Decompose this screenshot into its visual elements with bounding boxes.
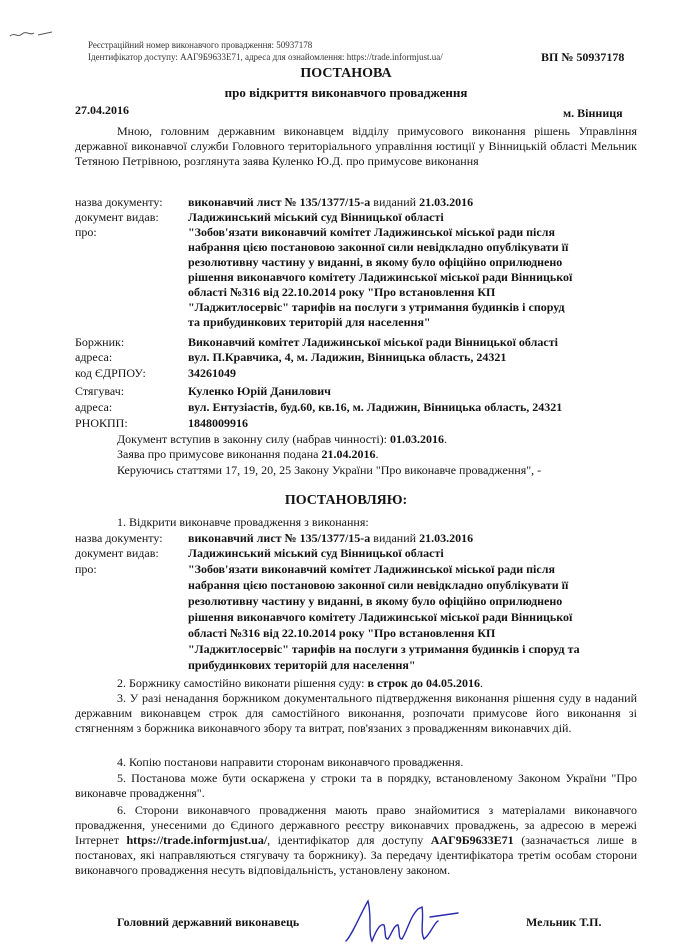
about-line-6: "Ладжитлосервіс" тарифів на послуги з утримання будинків і споруд bbox=[188, 300, 565, 314]
signer-name: Мельник Т.П. bbox=[526, 915, 602, 929]
about2-line-7: прибудинкових територій для населення" bbox=[188, 658, 416, 672]
about-line-4: рішення виконавчого комітету Ладижинської міської ради Вінницької bbox=[188, 270, 573, 284]
debtor-label: Боржник: bbox=[75, 335, 125, 349]
issued-by-value-2: Ладижинський міський суд Вінницької області bbox=[188, 546, 444, 560]
about-line-5: області №316 від 22.10.2014 року "Про встановлення КП bbox=[188, 285, 496, 299]
about-line-3: резолютивну частину у виданні, в якому було офіційно оприлюднено bbox=[188, 255, 563, 269]
issued-by-label: документ видав: bbox=[75, 210, 159, 224]
document-title: ПОСТАНОВА bbox=[300, 66, 392, 81]
about2-line-3: резолютивну частину у виданні, в якому було офіційно оприлюднено bbox=[188, 594, 563, 608]
edrpou-label: код ЄДРПОУ: bbox=[75, 366, 146, 380]
item-2: 2. Боржнику самостійно виконати рішення суду: в строк до 04.05.2016. bbox=[117, 676, 484, 690]
about-label: про: bbox=[75, 225, 97, 239]
edrpou-value: 34261049 bbox=[188, 366, 236, 380]
doc-name-label: назва документу: bbox=[75, 195, 163, 209]
doc-name-value-2: виконавчий лист № 135/1377/15-а виданий 21.03.2016 bbox=[188, 531, 474, 545]
force-line: Документ вступив в законну силу (набрав чинності): 01.03.2016. bbox=[117, 432, 447, 446]
debtor-address-value: вул. П.Кравчика, 4, м. Ладижин, Вінницька область, 24321 bbox=[188, 350, 507, 364]
item-4: 4. Копію постанови направити сторонам виконавчого провадження. bbox=[117, 755, 464, 769]
about-label-2: про: bbox=[75, 562, 97, 576]
registration-number-line: Реєстраційний номер виконавчого провадження: 50937178 bbox=[88, 40, 313, 50]
debtor-value: Виконавчий комітет Ладижинської міської ради Вінницької області bbox=[188, 335, 558, 349]
doc-name-label-2: назва документу: bbox=[75, 531, 163, 545]
handwritten-signature bbox=[338, 895, 478, 949]
about2-line-1: "Зобов'язати виконавчий комітет Ладижинської міської ради після bbox=[188, 562, 555, 576]
document-city: м. Вінниця bbox=[563, 106, 623, 120]
debtor-address-label: адреса: bbox=[75, 350, 113, 364]
about-line-1: "Зобов'язати виконавчий комітет Ладижинської міської ради після bbox=[188, 225, 555, 239]
document-subtitle: про відкриття виконавчого провадження bbox=[224, 85, 468, 100]
doc-name-value: виконавчий лист № 135/1377/15-а виданий 21.03.2016 bbox=[188, 195, 474, 209]
rnokpp-label: РНОКПП: bbox=[75, 416, 128, 430]
item-3: 3. У разі ненадання боржником документального підтвердження виконання рішення суду в наданий державним виконавцем строк для самостійного виконання, розпочати примусове його виконання зі стягненням з боржника виконавчого збору та витрат, пов'язаних з провадженням виконавчих дій. bbox=[75, 691, 637, 735]
issued-by-value: Ладижинський міський суд Вінницької області bbox=[188, 210, 444, 224]
about2-line-4: рішення виконавчого комітету Ладижинської міської ради Вінницької bbox=[188, 610, 573, 624]
signer-position: Головний державний виконавець bbox=[117, 915, 300, 929]
vp-number: ВП № 50937178 bbox=[541, 50, 625, 64]
intro-paragraph: Мною, головним державним виконавцем відділу примусового виконання рішень Управління державної виконавчої служби Головного територіального управління юстиції у Вінницькій області Мельник Тетяною Петрівною, розглянута заява Куленко Ю.Д. про примусове виконання bbox=[75, 124, 637, 168]
access-id-line: Ідентифікатор доступу: ААГ9Б9633Е71, адреса для ознайомлення: https://trade.informjust.ua/ bbox=[88, 52, 443, 62]
creditor-label: Стягувач: bbox=[75, 384, 125, 398]
issued-by-label-2: документ видав: bbox=[75, 546, 159, 560]
about-line-7: та прибудинкових територій для населення" bbox=[188, 315, 431, 329]
rnokpp-value: 1848009916 bbox=[188, 416, 248, 430]
submit-line: Заява про примусове виконання подана 21.04.2016. bbox=[117, 447, 379, 461]
item-5: 5. Постанова може бути оскаржена у строки та в порядку, встановленому Законом України "Про виконавче провадження". bbox=[75, 771, 637, 800]
about2-line-6: "Ладжитлосервіс" тарифів на послуги з утримання будинків і споруд та bbox=[188, 642, 580, 656]
creditor-value: Куленко Юрій Данилович bbox=[188, 384, 331, 398]
handwritten-mark bbox=[8, 28, 58, 40]
item-1: 1. Відкрити виконавче провадження з виконання: bbox=[117, 515, 369, 529]
document-date: 27.04.2016 bbox=[75, 103, 129, 117]
item-6: 6. Сторони виконавчого провадження мають право знайомитися з матеріалами виконавчого провадження, унесеними до Єдиного державного реєстру виконавчих проваджень, за адресою в мережі Інтернет https://trade.informjust.ua/, ідентифікатор для доступу ААГ9Б9633Е71 (зазначається лише в постановах, які направляються стягувачу та боржнику). За передачу ідентифікатора третім особам сторони виконавчого провадження несуть відповідальність, установлену законом. bbox=[75, 803, 637, 877]
guided-line: Керуючись статтями 17, 19, 20, 25 Закону України "Про виконавче провадження", - bbox=[117, 463, 542, 477]
about2-line-2: набрання цією постановою законної сили невідкладно опублікувати її bbox=[188, 578, 569, 592]
about-line-2: набрання цією постановою законної сили невідкладно опублікувати її bbox=[188, 240, 569, 254]
decree-title: ПОСТАНОВЛЯЮ: bbox=[284, 493, 408, 508]
about2-line-5: області №316 від 22.10.2014 року "Про встановлення КП bbox=[188, 626, 496, 640]
creditor-address-value: вул. Ентузіастів, буд.60, кв.16, м. Ладижин, Вінницька область, 24321 bbox=[188, 400, 563, 414]
creditor-address-label: адреса: bbox=[75, 400, 113, 414]
